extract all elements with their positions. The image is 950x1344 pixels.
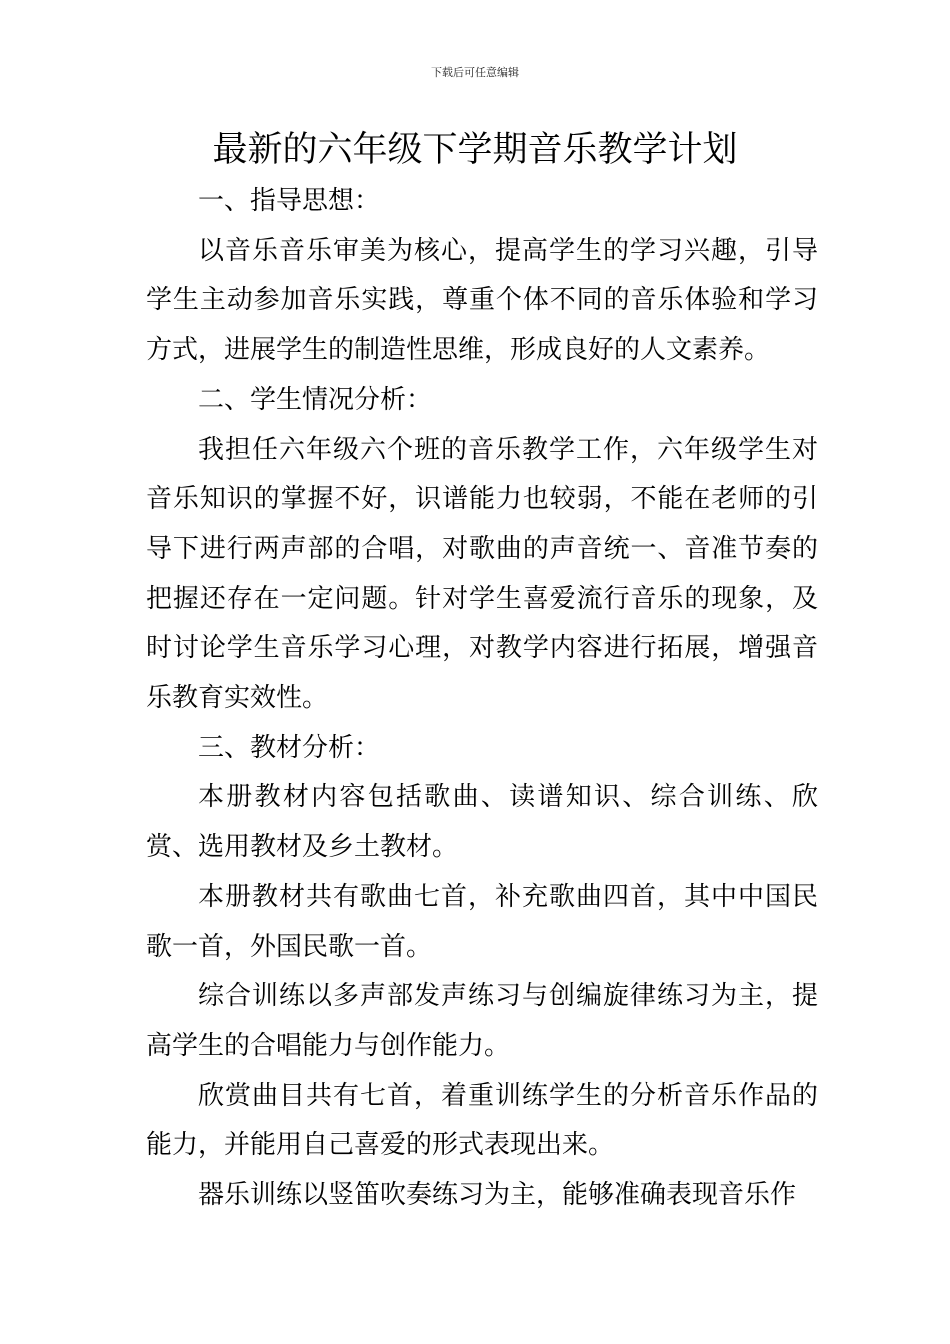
- paragraph-student-analysis: 我担任六年级六个班的音乐教学工作，六年级学生对音乐知识的掌握不好，识谱能力也较弱，不能在老师的引导下进行两声部的合唱，对歌曲的声音统一、音准节奏的把握还存在一定问题。针对学生喜爱流行音乐的现象，及时讨论学生音乐学习心理，对教学内容进行拓展，增强音乐教育实效性。: [146, 434, 818, 714]
- section-heading-textbook-analysis: 三、教材分析：: [198, 732, 381, 763]
- paragraph-guiding-ideology: 以音乐音乐审美为核心，提高学生的学习兴趣，引导学生主动参加音乐实践，尊重个体不同的音乐体验和学习方式，进展学生的制造性思维，形成良好的人文素养。: [146, 235, 818, 366]
- paragraph-comprehensive-training: 综合训练以多声部发声练习与创编旋律练习为主，提高学生的合唱能力与创作能力。: [146, 981, 818, 1061]
- document-body: [146, 177, 818, 1221]
- paragraph-textbook-songs: 本册教材共有歌曲七首，补充歌曲四首，其中中国民歌一首，外国民歌一首。: [146, 881, 818, 962]
- page-header-note: 下载后可任意编辑: [431, 66, 519, 79]
- paragraph-textbook-content: 本册教材内容包括歌曲、读谱知识、综合训练、欣赏、选用教材及乡土教材。: [146, 782, 818, 863]
- document-title: 最新的六年级下学期音乐教学计划: [212, 130, 738, 170]
- section-heading-student-analysis: 二、学生情况分析：: [198, 384, 433, 415]
- section-heading-guiding-ideology: 一、指导思想：: [198, 186, 381, 216]
- paragraph-appreciation: 欣赏曲目共有七首，着重训练学生的分析音乐作品的能力，并能用自己喜爱的形式表现出来。: [146, 1080, 818, 1161]
- paragraph-instrument-training: 器乐训练以竖笛吹奏练习为主，能够准确表现音乐作: [198, 1180, 797, 1211]
